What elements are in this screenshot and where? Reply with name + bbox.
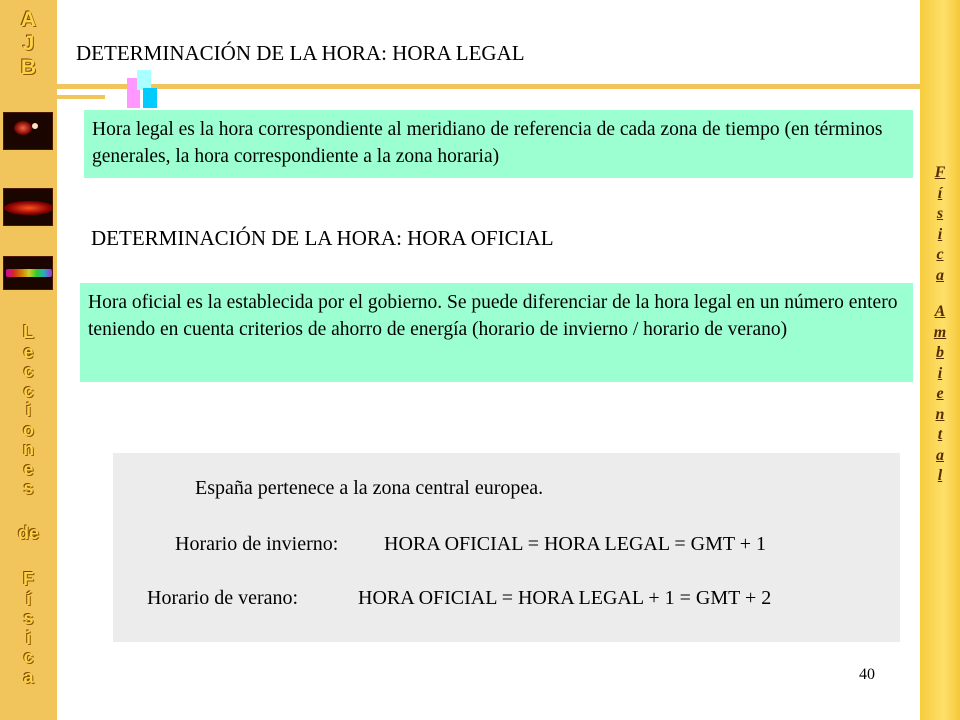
sidebar-title-fisica: F í s i c a	[23, 569, 34, 687]
decorative-square-lightcyan	[137, 70, 151, 90]
hora-oficial-definition: Hora oficial es la establecida por el gobierno. Se puede diferenciar de la hora legal en un número entero teniendo en cuenta criterios de ahorro de energía (horario de invierno / horario de verano)	[80, 283, 913, 382]
heading-hora-oficial: DETERMINACIÓN DE LA HORA: HORA OFICIAL	[91, 226, 554, 250]
sidebar-title-de: de	[17, 523, 39, 543]
decorative-line-short	[57, 95, 105, 99]
summer-label: Horario de verano:	[147, 587, 299, 609]
thumbnail-image-1	[3, 112, 53, 150]
hora-legal-definition: Hora legal es la hora correspondiente al meridiano de referencia de cada zona de tiempo (en términos generales, la hora correspondiente a la zona horaria)	[84, 110, 913, 178]
decorative-line	[57, 84, 920, 89]
summer-formula: HORA OFICIAL = HORA LEGAL + 1 = GMT + 2	[358, 587, 772, 609]
heading-hora-legal: DETERMINACIÓN DE LA HORA: HORA LEGAL	[76, 41, 525, 65]
spain-zone-text: España pertenece a la zona central europea.	[195, 477, 544, 499]
ajb-logo: A J B	[20, 8, 37, 79]
decorative-square-cyan	[143, 88, 157, 108]
sidebar-title-fisica-ambiental: F í s i c a A m b i e n t a l	[933, 164, 947, 484]
thumbnail-image-2	[3, 188, 53, 226]
winter-formula: HORA OFICIAL = HORA LEGAL = GMT + 1	[384, 533, 766, 555]
winter-label: Horario de invierno:	[175, 533, 339, 555]
thumbnail-image-3	[3, 256, 53, 290]
sidebar-title-lecciones: L e c c i o n e s	[23, 322, 34, 498]
page-number: 40	[859, 666, 875, 683]
